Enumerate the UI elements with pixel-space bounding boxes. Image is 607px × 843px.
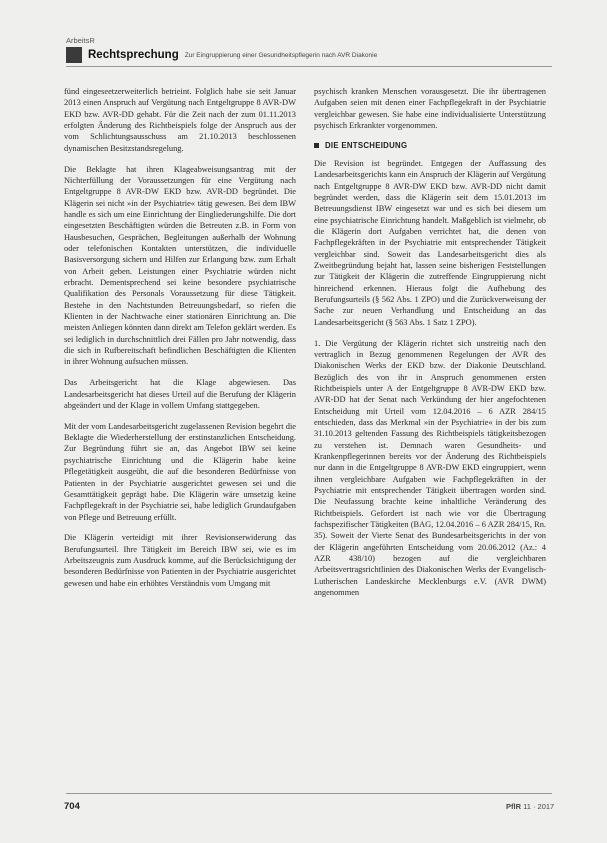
right-column [314,86,546,608]
section-heading-text: DIE ENTSCHEIDUNG [325,140,408,150]
left-paragraph-5: Die Klägerin verteidigt mit ihrer Revisionserwiderung das Berufungsurteil. Ihre Tätigkeit im Bereich IBW sei, wie es im Arbeitszeugnis zum Ausdruck komme, auf die Berücksichtigung der besonderen Bedürfnisse von Patienten in der Psychiatrie ausgerichtet gewesen und habe ein erhöhtes Verständnis vom Umgang mit [64,533,296,588]
left-paragraph-3: Das Arbeitsgericht hat die Klage abgewiesen. Das Landesarbeitsgericht hat dieses Urteil auf die Berufung der Klägerin abgeändert und der Klage in vollem Umfang stattgegeben. [64,378,296,410]
left-column [64,86,296,599]
left-paragraph-1: fünd eingeseetzerweiterlich betrieint. Folglich habe sie seit Januar 2013 einen Anspruch auf Vergütung nach Entgeltgruppe 8 AVR-DW EKD bzw. AVR-DD gehabt. Für die Zeit nach der zum 01.11.2013 erfolgten Änderung des Richtbeispiels folge der Anspruch aus der vom Schlichtungsausschuss am 21.10.2013 beschlossenen dynamischen Besitzstandsregelung. [64,87,296,153]
right-paragraph-1: Die Revision ist begründet. Entgegen der Auffassung des Landesarbeitsgerichts kann ein Anspruch der Klägerin auf Vergütung nach Entgeltgruppe 8 AVR-DW EKD bzw. AVR-DD nicht damit begründet werden, dass die Klägerin seit dem 15.01.2013 im Betreuungsdienst IBW eingesetzt war und es sich bei diesem um eine psychiatrische Einrichtung handelt. Maßgeblich ist vielmehr, ob die Klägerin dort Aufgaben verrichtet hat, die denen von Fachpflegekräften in der Psychiatrie mit entsprechender Tätigkeit vergleichbar sind. Soweit das Landesarbeitsgericht dies als Zweitbegründung bejaht hat, lassen seine bisherigen Feststellungen zur Tätigkeit der Klägerin die zutreffende Eingruppierung nicht hinreichend erkennen. Hieraus folgt die Aufhebung des Berufungsurteils (§ 562 Abs. 1 ZPO) und die Zurückverweisung der Sache zur neuen Verhandlung und Entscheidung an das Landesarbeitsgericht (§ 563 Abs. 1 Satz 1 ZPO). [314,158,546,327]
section-rubric: ArbeitsR [66,36,95,45]
right-intro-paragraph: psychisch kranken Menschen vorausgesetzt. Die ihr übertragenen Aufgaben seien mit denen einer Fachpflegekraft in der Psychiatrie vergleichbar gewesen. Sie habe eine individualisierte Unterstützung psychisch Erkrankter vorgenommen. [314,87,546,131]
page-header [66,47,552,63]
bullet-square-icon [314,143,319,148]
left-paragraph-4: Mit der vom Landesarbeitsgericht zugelassenen Revision begehrt die Beklagte die Wiederherstellung der erstinstanzlichen Entscheidung. Zur Begründung führt sie an, das Angebot IBW sei keine psychiatrische Einrichtung und die Klägerin habe keine Pflegetätigkeit ausgeübt, die auf die besonderen Bedürfnisse von Patienten in der Psychiatrie ausgerichtet gewesen sei und die Gesamttätigkeit geprägt habe. Die Klägerin wäre umsetzig keine Fachpflegekraft in der Psychiatrie sei, habe lediglich Grundaufgaben von Pflege und Betreuung erfüllt. [64,421,296,522]
journal-reference [506,802,554,811]
header-title: Rechtsprechung [88,49,179,61]
journal-issue: 11 · 2017 [523,802,555,811]
journal-name: PflR [506,802,521,811]
right-paragraph-2: 1. Die Vergütung der Klägerin richtet sich unstreitig nach den vertraglich in Bezug genommenen Regelungen der AVR des Diakonischen Werks der EKD bzw. der Diakonie Deutschland. Bezüglich des von ihr in Anspruch genommenen ersten Richtbeispiels unter A der Entgeltgruppe 8 AVR-DW EKD bzw. AVR-DD hat der Senat nach Verkündung der hier angefochtenen Entscheidung mit Urteil vom 12.04.2016 – 6 AZR 284/15 entschieden, dass das Merkmal »in der Psychiatrie« in der bis zum 31.10.2013 geltenden Fassung des Richtbeispiels tätigkeitsbezogen zu verstehen ist. Demnach waren Gesundheits- und Krankenpflegerinnen bereits vor der Änderung des Richtbeispiels nur dann in die Entgeltgruppe 8 AVR-DW EKD eingruppiert, wenn ihnen vergleichbare Aufgaben wie Fachpflegekräften in der Psychiatrie mit entsprechender Tätigkeit übertragen worden sind. Die Neufassung brachte keine inhaltliche Veränderung des Richtbeispiels. Gefordert ist nach wie vor die Übertragung fachspezifischer Tätigkeiten (BAG, 12.04.2016 – 6 AZR 284/15, Rn. 35). Soweit der Vierte Senat des Bundesarbeitsgerichts in der von der Klägerin angeführten Entscheidung vom 20.06.2012 (Az.: 4 AZR 438/10) bezogen auf die vergleichbaren Arbeitsvertragsrichtlinien des Diakonischen Werks der Evangelisch-Lutherischen Landeskirche Mecklenburgs e.V. (AVR DWM) angenommen [314,338,546,598]
section-heading [314,141,546,150]
header-rule [66,66,552,67]
left-paragraph-2: Die Beklagte hat ihren Klageabweisungsantrag mit der Nichterfüllung der Voraussetzungen für eine Vergütung nach Entgeltgruppe 8 AVR-DW EKD bzw. AVR-DD begründet. Die Klägerin sei nicht »in der Psychiatrie« tätig gewesen. Bei dem IBW handle es sich um eine Einrichtung der Eingliederungshilfe. Die dort eingesetzten Beschäftigten würden die Betreuten z.B. in Form von Hausbesuchen, Gesprächen, Begleitungen außerhalb der Wohnung oder telefonischen Kontakten unterstützen, die individuelle Basisversorgung sichern und Hilfen zur Erlangung bzw. zum Erhalt von Arbeit geben. Leistungen einer Psychiatrie würden nicht erbracht. Dementsprechend sei keine besondere psychiatrische Qualifikation des Personals Voraussetzung für diese Tätigkeit. Bestehe in den Nachtstunden Betreuungsbedarf, so riefen die Klienten in der Nachtwache einer stationären Einrichtung an. Die meisten Anliegen könnten dann direkt am Telefon geklärt werden. Es sei lediglich in durchschnittlich drei Fällen pro Jahr notwendig, dass die sich in Rufbereitschaft befindlichen Beschäftigten die Klienten in ihrer Wohnung aufsuchen müssen. [64,164,296,367]
footer-rule [66,793,552,794]
header-subtitle: Zur Eingruppierung einer Gesundheitspflegerin nach AVR Diakonie [184,51,378,59]
header-marker-block [66,47,82,63]
page-number: 704 [64,801,80,812]
